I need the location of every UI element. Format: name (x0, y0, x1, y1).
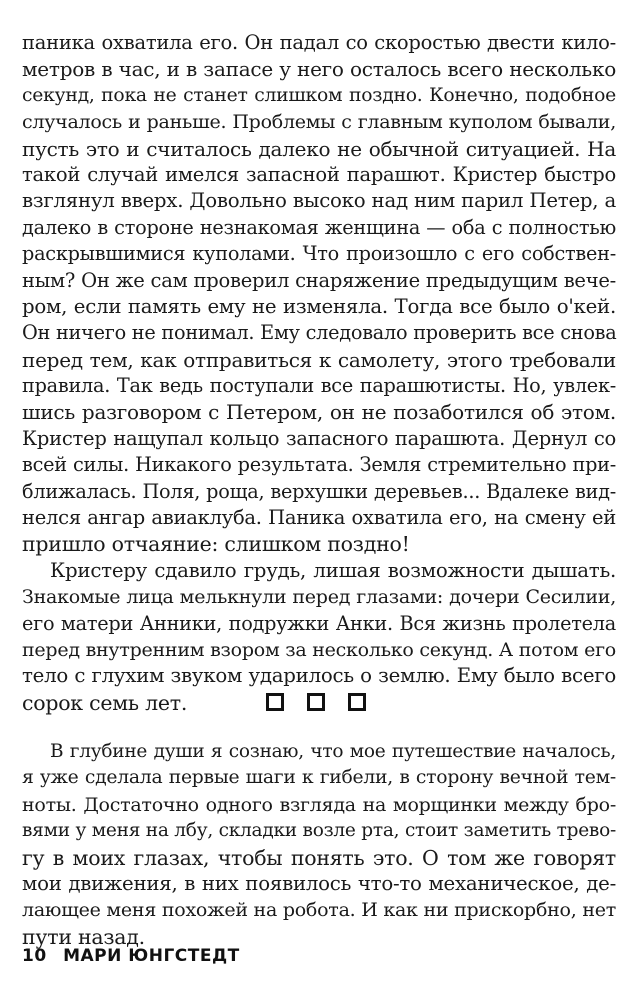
text-line: пути назад. (22, 924, 145, 949)
square-ornament-icon (307, 693, 325, 711)
square-ornament-icon (266, 693, 284, 711)
page-number: 10 (22, 946, 47, 966)
text-line: секунд, пока не станет слишком поздно. Конечно, подобное (22, 84, 616, 106)
text-line: правила. Так ведь поступали все парашютисты. Но, увлек- (22, 374, 616, 398)
page-footer (22, 946, 240, 966)
text-line: нелся ангар авиаклуба. Паника охватила его, на смену ей (22, 506, 616, 530)
text-line: мои движения, в них появилось что-то механическое, де- (22, 871, 616, 895)
text-line: ближалась. Поля, роща, верхушки деревьев... Вдалеке вид- (22, 479, 616, 503)
text-line: Кристеру сдавило грудь, лишая возможности дышать. (50, 558, 616, 582)
text-line: пусть это и считалось далеко не обычной ситуацией. На (22, 136, 616, 161)
text-line: далеко в стороне незнакомая женщина — оба с полностью (22, 215, 616, 239)
text-line: такой случай имелся запасной парашют. Кристер быстро (22, 162, 616, 186)
text-line: Он ничего не понимал. Ему следовало проверить все снова (22, 321, 617, 345)
text-line: лающее меня похожей на робота. И как ни прискорбно, нет (22, 899, 616, 922)
text-line: взглянул вверх. Довольно высоко над ним парил Петер, а (22, 189, 616, 213)
text-line: пришло отчаяние: слишком поздно! (22, 532, 410, 557)
text-line: В глубине души я сознаю, что мое путешествие началось, (50, 741, 616, 762)
page-text-top (22, 30, 616, 716)
running-author: МАРИ ЮНГСТЕДТ (63, 946, 240, 966)
text-line: тело с глухим звуком ударилось о землю. Ему было всего (22, 664, 616, 688)
text-line: шись разговором с Петером, он не позаботился об этом. (22, 400, 616, 425)
text-line: раскрывшимися куполами. Что произошло с его собствен- (22, 242, 616, 266)
section-separator (0, 693, 632, 717)
text-line: Знакомые лица мелькнули перед глазами: дочери Сесилии, (22, 586, 616, 609)
text-line: перед внутренним взором за несколько секунд. А потом его (22, 638, 616, 661)
text-line: его матери Анники, подружки Анки. Вся жизнь пролетела (22, 611, 616, 635)
text-line: гу в моих глазах, чтобы понять это. О том же говорят (22, 845, 616, 870)
text-line: всей силы. Никакого результата. Земля стремительно при- (22, 453, 616, 477)
text-line: паника охватила его. Он падал со скоростью двести кило- (22, 31, 616, 54)
text-line: случалось и раньше. Проблемы с главным куполом бывали, (22, 111, 616, 134)
text-line: сорок семь лет. (22, 690, 188, 715)
square-ornament-icon (348, 693, 366, 711)
text-line: метров в час, и в запасе у него осталось всего несколько (22, 57, 616, 82)
text-line: Кристер нащупал кольцо запасного парашюта. Дернул со (22, 426, 616, 450)
paragraph-1 (22, 30, 616, 558)
text-line: ноты. Достаточно одного взгляда на морщинки между бро- (22, 793, 616, 816)
text-line: вями у меня на лбу, складки возле рта, стоит заметить трево- (22, 820, 616, 842)
paragraph-3 (22, 739, 616, 950)
text-line: перед тем, как отправиться к самолету, этого требовали (22, 347, 616, 372)
text-line: я уже сделала первые шаги к гибели, в сторону вечной тем- (22, 767, 616, 789)
text-line: ром, если память ему не изменяла. Тогда все было о'кей. (22, 294, 616, 318)
text-line: ным? Он же сам проверил снаряжение предыдущим вече- (22, 268, 616, 292)
